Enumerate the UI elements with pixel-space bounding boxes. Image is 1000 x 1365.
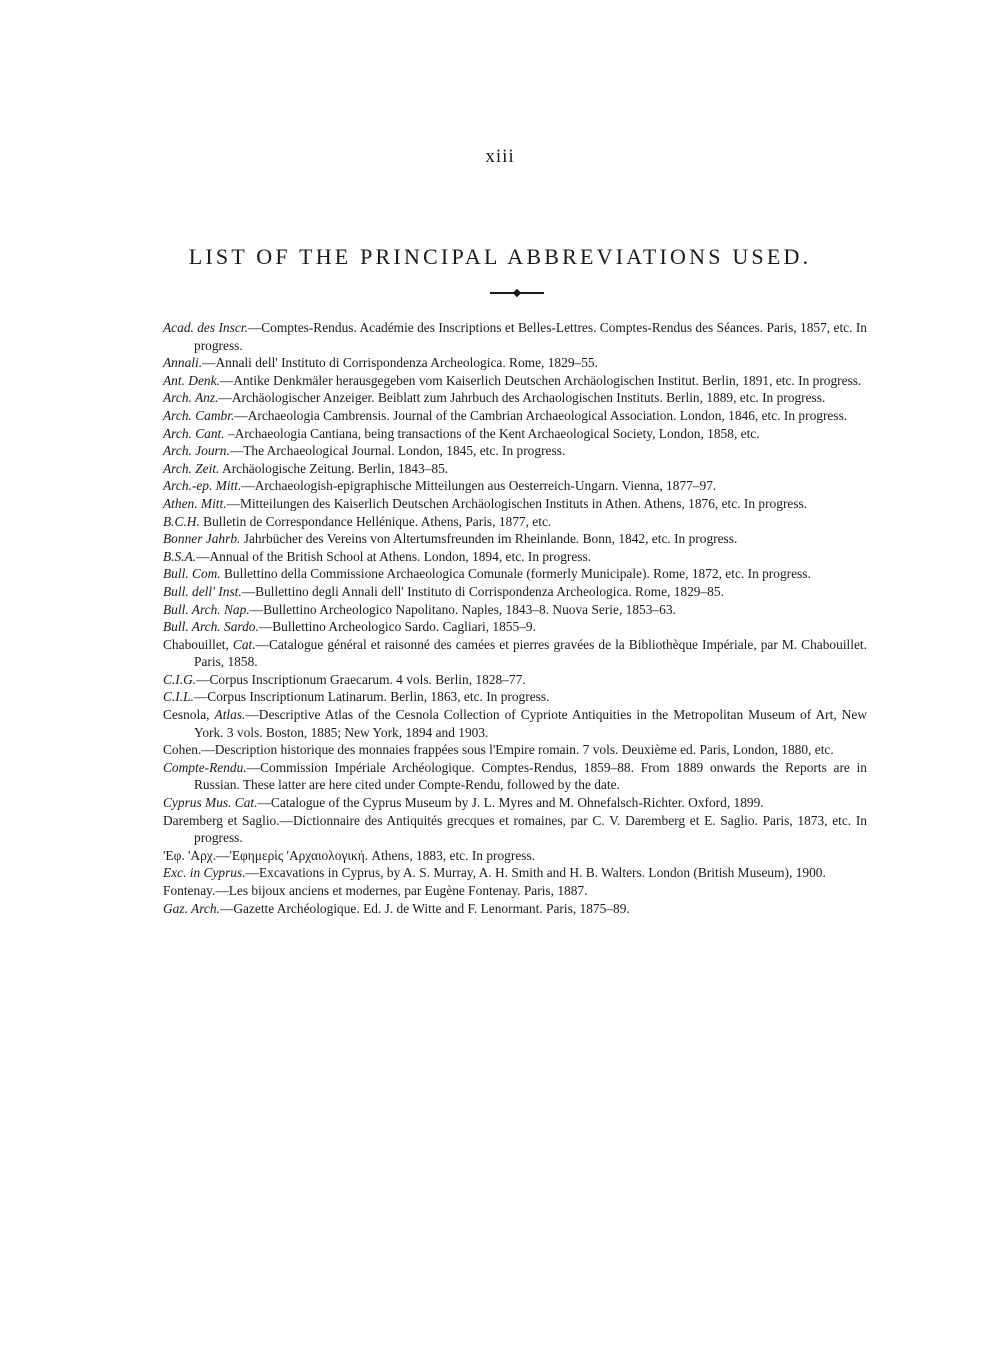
entry-description: —Bullettino Archeologico Napolitano. Naples, 1843–8. Nuova Serie, 1853–63. xyxy=(249,601,676,617)
abbreviation-entry xyxy=(163,372,867,390)
entry-description: Bullettino della Commissione Archaeologica Comunale (formerly Municipale). Rome, 1872, etc. In progress. xyxy=(220,566,811,582)
entry-lead: Fontenay. xyxy=(163,883,216,898)
entry-description: Archäologische Zeitung. Berlin, 1843–85. xyxy=(219,460,449,476)
abbreviation-entry xyxy=(163,354,867,372)
entry-description: —Mitteilungen des Kaiserlich Deutschen Archäologischen Instituts in Athen. Athens, 1876, etc. In progress. xyxy=(226,495,808,511)
entry-lead: Chabouillet, xyxy=(163,636,233,652)
abbreviation-entry xyxy=(163,759,867,794)
abbreviation-entry xyxy=(163,688,867,706)
entry-abbreviation: Bonner Jahrb. xyxy=(163,531,241,547)
abbreviation-entry xyxy=(163,460,867,478)
entry-abbreviation: Exc. in Cyprus. xyxy=(163,865,246,881)
abbreviation-entry xyxy=(163,741,867,759)
entry-abbreviation: Arch.-ep. Mitt. xyxy=(163,478,242,494)
title-divider xyxy=(490,292,544,294)
entry-abbreviation: Compte-Rendu. xyxy=(163,759,247,775)
entry-description: —Gazette Archéologique. Ed. J. de Witte and F. Lenormant. Paris, 1875–89. xyxy=(219,900,630,916)
entry-abbreviation: B.S.A. xyxy=(163,548,197,564)
entry-description: —Bullettino degli Annali dell' Instituto di Corrispondenza Archeologica. Rome, 1829–85. xyxy=(241,583,724,599)
page-number: xiii xyxy=(485,146,515,167)
entry-abbreviation: C.I.L. xyxy=(163,689,194,705)
entry-description: —Corpus Inscriptionum Latinarum. Berlin, 1863, etc. In progress. xyxy=(193,689,550,705)
abbreviation-entry xyxy=(163,882,867,900)
entry-abbreviation: Bull. Com. xyxy=(163,566,221,582)
entry-abbreviation: Cat. xyxy=(232,636,256,652)
abbreviation-entry xyxy=(163,900,867,918)
entry-description: —Excavations in Cyprus, by A. S. Murray, A. H. Smith and H. B. Walters. London (British Museum), 1900. xyxy=(245,865,826,881)
abbreviation-entry xyxy=(163,706,867,741)
entry-abbreviation: Cyprus Mus. Cat. xyxy=(163,795,258,811)
abbreviation-entry xyxy=(163,847,867,865)
entry-abbreviation: Arch. Zeit. xyxy=(163,460,220,476)
entry-description: —Description historique des monnaies frappées sous l'Empire romain. 7 vols. Deuxième ed. Paris, London, 1880, etc. xyxy=(201,742,834,758)
entry-description: —Antike Denkmäler herausgegeben vom Kaiserlich Deutschen Archäologischen Institut. Berlin, 1891, etc. In progress. xyxy=(219,372,862,388)
abbreviation-entry xyxy=(163,565,867,583)
entry-abbreviation: Bull. Arch. Nap. xyxy=(163,601,250,617)
entry-abbreviation: Arch. Journ. xyxy=(163,443,230,459)
abbreviation-entry xyxy=(163,794,867,812)
entry-abbreviation: Bull. Arch. Sardo. xyxy=(163,619,259,635)
entry-description: —Annali dell' Instituto di Corrispondenza Archeologica. Rome, 1829–55. xyxy=(202,355,598,371)
entry-description: —Corpus Inscriptionum Graecarum. 4 vols. Berlin, 1828–77. xyxy=(196,671,526,687)
entry-description: Jahrbücher des Vereins von Altertumsfreunden im Rheinlande. Bonn, 1842, etc. In progress. xyxy=(240,531,738,547)
abbreviation-entry xyxy=(163,513,867,531)
entry-abbreviation: B.C.H. xyxy=(163,513,200,529)
entry-description: —Annual of the British School at Athens. London, 1894, etc. In progress. xyxy=(196,548,592,564)
entry-lead: 'Εφ. 'Αρχ. xyxy=(163,847,217,863)
abbreviation-entry xyxy=(163,495,867,513)
entry-description: —Descriptive Atlas of the Cesnola Collection of Cypriote Antiquities in the Metropolitan Museum of Art, New York. 3 vols. Boston, 1885; New York, 1894 and 1903. xyxy=(194,707,867,740)
abbreviation-entry xyxy=(163,319,867,354)
entry-description: —Commission Impériale Archéologique. Comptes-Rendus, 1859–88. From 1889 onwards the Reports are in Russian. These latter are here cited under Compte-Rendu, followed by the date. xyxy=(194,759,867,793)
entry-abbreviation: Ant. Denk. xyxy=(163,372,220,388)
entry-description: —Dictionnaire des Antiquités grecques et romaines, par C. V. Daremberg et E. Saglio. Paris, 1873, etc. In progress. xyxy=(194,812,867,846)
entry-description: —Archaeologish-epigraphische Mitteilungen aus Oesterreich-Ungarn. Vienna, 1877–97. xyxy=(241,478,717,494)
abbreviation-entry xyxy=(163,407,867,425)
entry-description: —The Archaeological Journal. London, 1845, etc. In progress. xyxy=(229,443,566,459)
abbreviation-entry xyxy=(163,583,867,601)
entry-lead: Daremberg et Saglio. xyxy=(163,812,280,828)
entry-abbreviation: Arch. Cambr. xyxy=(163,407,235,423)
entry-description: —Comptes-Rendus. Académie des Inscriptions et Belles-Lettres. Comptes-Rendus des Séances. Paris, 1857, etc. In progress. xyxy=(194,320,867,353)
abbreviation-list xyxy=(163,319,867,917)
entry-description: —Catalogue général et raisonné des camées et pierres gravées de la Bibliothèque Impériale, par M. Chabouillet. Paris, 1858. xyxy=(194,636,867,670)
abbreviation-entry xyxy=(163,548,867,566)
page-title: LIST OF THE PRINCIPAL ABBREVIATIONS USED. xyxy=(188,244,812,269)
entry-description: —'Εφημερὶς 'Αρχαιολογική. Athens, 1883, etc. In progress. xyxy=(216,847,536,863)
entry-description: —Archaeologia Cambrensis. Journal of the Cambrian Archaeological Association. London, 1846, etc. In progress. xyxy=(234,407,848,423)
abbreviation-entry xyxy=(163,530,867,548)
entry-abbreviation: C.I.G. xyxy=(163,671,197,687)
entry-abbreviation: Acad. des Inscr. xyxy=(163,320,248,335)
entry-description: –Archaeologia Cantiana, being transactions of the Kent Archaeological Society, London, 1858, etc. xyxy=(224,425,760,441)
abbreviation-entry xyxy=(163,425,867,443)
abbreviation-entry xyxy=(163,812,867,847)
entry-description: —Les bijoux anciens et modernes, par Eugène Fontenay. Paris, 1887. xyxy=(215,883,588,898)
abbreviation-entry xyxy=(163,618,867,636)
abbreviation-entry xyxy=(163,442,867,460)
entry-abbreviation: Atlas. xyxy=(214,707,246,723)
abbreviation-entry xyxy=(163,389,867,407)
entry-description: —Bullettino Archeologico Sardo. Cagliari, 1855–9. xyxy=(258,619,536,635)
entry-lead: Cesnola, xyxy=(163,707,215,723)
abbreviation-entry xyxy=(163,636,867,671)
abbreviation-entry xyxy=(163,601,867,619)
entry-description: —Archäologischer Anzeiger. Beiblatt zum Jahrbuch des Archaologischen Instituts. Berlin, 1889, etc. In progress. xyxy=(218,390,826,406)
entry-abbreviation: Athen. Mitt. xyxy=(163,495,227,511)
entry-abbreviation: Annali. xyxy=(163,355,203,371)
abbreviation-entry xyxy=(163,864,867,882)
entry-abbreviation: Arch. Cant. xyxy=(163,425,225,441)
entry-description: —Catalogue of the Cyprus Museum by J. L. Myres and M. Ohnefalsch-Richter. Oxford, 1899. xyxy=(257,795,764,811)
abbreviation-entry xyxy=(163,477,867,495)
entry-abbreviation: Gaz. Arch. xyxy=(163,900,220,916)
entry-description: Bulletin de Correspondance Hellénique. Athens, Paris, 1877, etc. xyxy=(199,513,552,529)
abbreviation-entry xyxy=(163,671,867,689)
entry-abbreviation: Arch. Anz. xyxy=(163,390,219,406)
entry-lead: Cohen. xyxy=(163,742,202,758)
entry-abbreviation: Bull. dell' Inst. xyxy=(163,583,242,599)
